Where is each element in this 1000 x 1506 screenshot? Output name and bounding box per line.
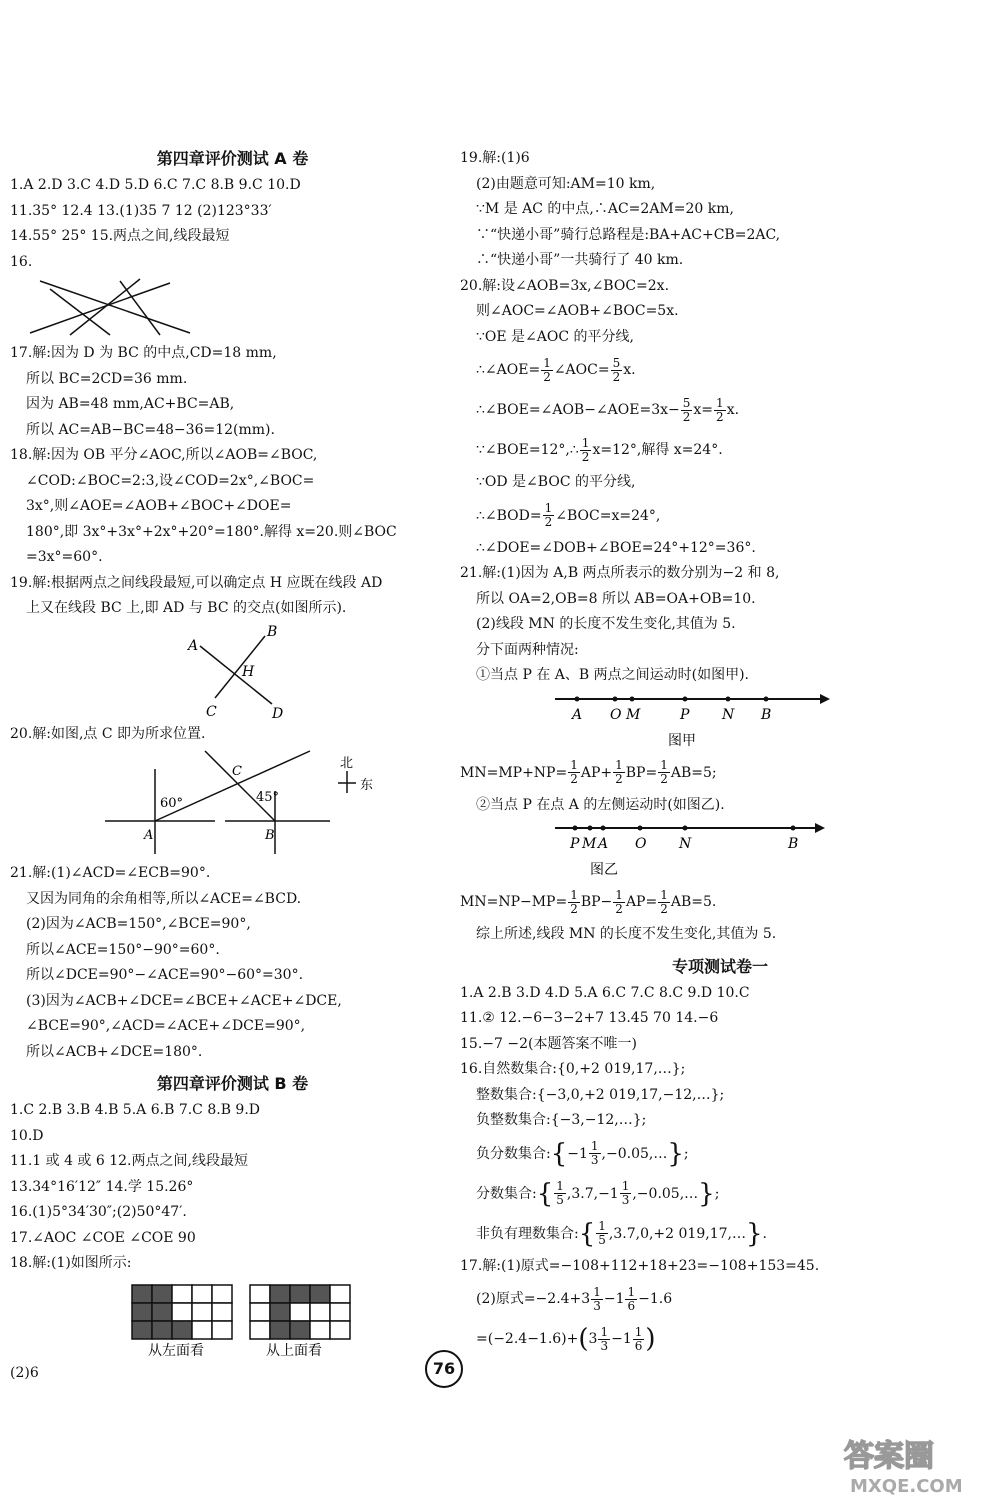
watermark-text: 答案圈 [844, 1439, 934, 1474]
text: 3 [588, 1331, 598, 1347]
fig18-views-diagram [10, 1279, 455, 1359]
fig20-direction-diagram [10, 749, 455, 859]
q21-right-line: 21.解:(1)因为 A,B 两点所表示的数分别为−2 和 8, [460, 565, 780, 581]
numerator: 1 [600, 1324, 609, 1339]
section-title-b: 第四章评价测试 B 卷 [156, 1074, 309, 1093]
text: 非负有理数集合: [476, 1225, 579, 1242]
denominator: 2 [615, 772, 623, 786]
numerator: 1 [627, 1284, 636, 1299]
fraction [633, 1326, 645, 1353]
right-brace-icon: } [698, 1178, 715, 1209]
fraction [591, 1286, 603, 1313]
fig19-label-d: D [272, 705, 284, 720]
fig20-label-a: A [144, 828, 154, 843]
section-title-special: 专项测试卷一 [671, 956, 768, 976]
denominator: 2 [544, 515, 553, 529]
q20-right-line-solve [460, 430, 980, 470]
fig-jia-number-line [460, 691, 980, 751]
q21-equation-2 [460, 882, 980, 922]
numerator: 1 [634, 1324, 643, 1339]
q18-line: 180°,即 3x°+3x°+2x°+20°=180°.解得 x=20.则∠BOC [26, 523, 397, 540]
arrow-right-icon [820, 694, 830, 704]
answers-s-17a: 17.解:(1)原式=−108+112+18+23=−108+153=45. [460, 1257, 820, 1274]
answers-a-1-10: 1.A 2.D 3.C 4.D 5.D 6.C 7.C 8.B 9.C 10.D [10, 177, 301, 193]
fig-yi-number-line [460, 820, 980, 880]
q21-right-line: 所以 OA=2,OB=8 所以 AB=OA+OB=10. [476, 590, 756, 607]
fraction [568, 889, 580, 916]
answers-s-15: 15.−7 −2(本题答案不唯一) [460, 1035, 637, 1052]
point-label: B [788, 836, 799, 852]
numerator: 1 [621, 1179, 630, 1193]
fig-yi-caption: 图乙 [590, 862, 618, 878]
text: 负分数集合: [476, 1145, 551, 1162]
text: AP+ [580, 764, 613, 781]
q21-line: 所以∠ACB+∠DCE=180°. [26, 1043, 203, 1060]
fraction [620, 1180, 632, 1207]
q21-line: 21.解:(1)∠ACD=∠ECB=90°. [10, 865, 211, 881]
point-label: M [582, 836, 597, 852]
q20-right-line: ∴∠DOE=∠DOB+∠BOE=24°+12°=36°. [476, 539, 756, 556]
left-paren-icon: ( [578, 1324, 589, 1354]
numerator: 1 [544, 501, 553, 515]
denominator: 2 [615, 901, 623, 916]
denominator: 2 [716, 409, 724, 424]
text: −1.6 [638, 1291, 673, 1307]
denominator: 5 [556, 1193, 564, 1207]
fig19-label-h: H [242, 663, 255, 680]
text: ∠BOC=x=24°, [555, 507, 661, 524]
fraction [541, 357, 553, 384]
text: ∠AOC= [553, 362, 610, 378]
q19-right-solution [460, 146, 980, 274]
text: MN=NP−MP= [460, 894, 568, 910]
denominator: 2 [570, 772, 578, 786]
right-paren-icon: ) [645, 1324, 656, 1354]
answers-s-17c [460, 1319, 980, 1359]
text: ∵∠BOE=12°,∴ [476, 442, 579, 458]
text: 分数集合: [476, 1185, 537, 1202]
fraction [714, 397, 726, 424]
answers-s-16b: 整数集合:{−3,0,+2 019,17,−12,…}; [476, 1086, 725, 1103]
q18-line: 18.解:因为 OB 平分∠AOC,所以∠AOB=∠BOC, [10, 447, 318, 463]
numerator: 1 [615, 887, 623, 902]
answers-b-1-9: 1.C 2.B 3.B 4.B 5.A 6.B 7.C 8.B 9.D [10, 1102, 261, 1118]
q17-solution [10, 341, 455, 443]
compass-east-label: 东 [360, 778, 374, 793]
numerator: 1 [716, 395, 724, 410]
fraction [611, 357, 623, 384]
denominator: 2 [612, 369, 621, 384]
denominator: 2 [570, 901, 578, 916]
q17-line: 因为 AB=48 mm,AC+BC=AB, [26, 396, 235, 412]
text: ; [714, 1185, 720, 1202]
text: x. [726, 402, 740, 418]
q19-right-line: ∵“快递小哥”骑行总路程是:BA+AC+CB=2AC, [476, 226, 781, 243]
q17-line: 所以 BC=2CD=36 mm. [26, 370, 188, 387]
q20-right-line: ∵OE 是∠AOC 的平分线, [476, 328, 634, 345]
q20-right-line: 则∠AOC=∠AOB+∠BOC=5x. [476, 303, 679, 319]
q18-line: 3x°,则∠AOE=∠AOB+∠BOC+∠DOE= [26, 498, 292, 514]
numerator: 5 [682, 395, 691, 410]
numerator: 1 [660, 887, 668, 902]
q19-right-line: ∴“快递小哥”一共骑行了 40 km. [476, 252, 684, 268]
q18-line: ∠COD:∠BOC=2:3,设∠COD=2x°,∠BOC= [26, 472, 315, 489]
denominator: 6 [634, 1338, 643, 1353]
watermark-url: MXQE.COM [850, 1476, 963, 1497]
denominator: 6 [627, 1298, 636, 1313]
q18-solution [10, 443, 455, 571]
q21-right-solution [460, 561, 980, 689]
text: AB=5; [670, 764, 717, 781]
numerator: 1 [570, 887, 578, 902]
denominator: 3 [600, 1338, 609, 1353]
numerator: 1 [615, 758, 623, 772]
point-label: M [626, 706, 641, 723]
point-label: B [761, 706, 772, 723]
left-view-grid [132, 1285, 232, 1339]
point-label: A [598, 836, 609, 852]
text: ,−0.05,… [632, 1185, 699, 1202]
answers-b-16: 16.(1)5°34′30″;(2)50°47′. [10, 1204, 187, 1220]
top-view-caption: 从上面看 [266, 1342, 322, 1359]
right-column [460, 140, 980, 1359]
numerator: 1 [660, 758, 668, 772]
q21-case2: ②当点 P 在点 A 的左侧运动时(如图乙). [476, 796, 725, 813]
section-title-a: 第四章评价测试 A 卷 [156, 149, 309, 168]
left-view-caption: 从左面看 [148, 1342, 204, 1359]
fig19-label-b: B [267, 623, 278, 640]
numerator: 1 [581, 435, 590, 450]
text: ∴∠AOE= [476, 362, 541, 378]
fig19-intersection-diagram [10, 624, 455, 720]
numerator: 5 [612, 355, 621, 370]
text: x= [693, 402, 714, 418]
answers-b-13-15: 13.34°16′12″ 14.学 15.26° [10, 1178, 194, 1195]
fig19-label-c: C [206, 703, 217, 720]
q20-right-line-boe [460, 390, 980, 430]
text: AP= [625, 894, 658, 910]
compass-north-label: 北 [340, 756, 354, 771]
text: ∴∠BOD= [476, 507, 542, 524]
text: ,3.7,0,+2 019,17,… [608, 1225, 746, 1242]
numerator: 1 [543, 355, 551, 370]
fraction [589, 1140, 601, 1167]
q20-right-line: 20.解:设∠AOB=3x,∠BOC=2x. [460, 277, 670, 294]
right-brace-icon: } [745, 1218, 763, 1249]
q21-solution [10, 861, 455, 1065]
q21-line: 所以∠ACE=150°−90°=60°. [26, 941, 220, 958]
q19-line: 19.解:根据两点之间线段最短,可以确定点 H 应既在线段 AD [10, 574, 383, 591]
denominator: 2 [543, 369, 551, 384]
text: MN=MP+NP= [460, 764, 568, 781]
fraction [543, 502, 555, 529]
q21-right-line: (2)线段 MN 的长度不发生变化,其值为 5. [476, 616, 736, 632]
answers-s-17b [460, 1279, 980, 1319]
denominator: 2 [660, 772, 668, 786]
left-brace-icon: { [536, 1178, 554, 1209]
text: −1 [567, 1145, 588, 1162]
text: =(−2.4−1.6)+ [476, 1331, 579, 1347]
answers-s-16c: 负整数集合:{−3,−12,…}; [476, 1112, 647, 1128]
point-label: A [572, 706, 583, 723]
denominator: 3 [590, 1153, 599, 1167]
numerator: 1 [598, 1219, 606, 1233]
q20-right-line: ∵OD 是∠BOC 的平分线, [476, 474, 636, 490]
denominator: 2 [682, 409, 691, 424]
fraction [625, 1286, 637, 1313]
answers-s-16a: 16.自然数集合:{0,+2 019,17,…}; [460, 1061, 686, 1077]
fraction [596, 1220, 608, 1247]
fig20-angle-60: 60° [160, 796, 184, 811]
q21-line: (3)因为∠ACB+∠DCE=∠BCE+∠ACE+∠DCE, [26, 992, 342, 1009]
text: −1 [611, 1331, 632, 1347]
answers-b-11-12: 11.1 或 4 或 6 12.两点之间,线段最短 [10, 1153, 248, 1169]
fraction [658, 889, 670, 916]
fig20-label-b: B [265, 828, 275, 843]
answers-b-10: 10.D [10, 1127, 44, 1144]
fig16-lines-diagram [10, 277, 210, 339]
fraction [613, 889, 625, 916]
text: BP− [580, 894, 613, 910]
fig20-label-c: C [232, 764, 242, 779]
q19-right-line: ∵M 是 AC 的中点,∴AC=2AM=20 km, [476, 201, 734, 217]
numerator: 1 [570, 758, 578, 772]
numerator: 1 [590, 1139, 599, 1153]
fraction [598, 1326, 610, 1353]
q18-line: =3x°=60°. [26, 549, 103, 565]
point-label: O [610, 706, 622, 723]
point-label: O [635, 836, 647, 852]
q17-line: 17.解:因为 D 为 BC 的中点,CD=18 mm, [10, 345, 277, 361]
q19-solution [10, 571, 455, 622]
q21-equation-1 [460, 753, 980, 793]
fraction [580, 437, 592, 464]
q16-label: 16. [10, 253, 33, 270]
left-brace-icon: { [578, 1218, 596, 1249]
top-view-grid [250, 1285, 350, 1339]
point-label: N [679, 836, 692, 852]
text: −1 [603, 1291, 625, 1307]
page-number: 76 [425, 1350, 463, 1388]
answers-s-16e [460, 1174, 980, 1214]
point-label: N [722, 706, 735, 723]
left-column [10, 140, 455, 1386]
answers-b-18-part2: (2)6 [10, 1364, 39, 1381]
denominator: 2 [660, 901, 668, 916]
q21-right-line: ①当点 P 在 A、B 两点之间运动时(如图甲). [476, 667, 749, 683]
q21-line: 又因为同角的余角相等,所以∠ACE=∠BCD. [26, 890, 302, 907]
text: x=12°,解得 x=24°. [592, 442, 723, 458]
q19-right-line: (2)由题意可知:AM=10 km, [476, 175, 656, 192]
denominator: 3 [593, 1298, 601, 1313]
q19-right-line: 19.解:(1)6 [460, 150, 530, 166]
left-brace-icon: { [550, 1138, 568, 1169]
q19-line: 上又在线段 BC 上,即 AD 与 BC 的交点(如图所示). [26, 600, 347, 616]
text: BP= [625, 764, 658, 781]
text: . [762, 1225, 767, 1242]
denominator: 2 [581, 449, 590, 464]
watermark-logo [840, 1430, 990, 1500]
answers-a-14-15: 14.55° 25° 15.两点之间,线段最短 [10, 228, 230, 244]
answers-b-18: 18.解:(1)如图所示: [10, 1255, 132, 1271]
numerator: 1 [593, 1284, 601, 1299]
point-label: P [570, 836, 580, 852]
answers-a-11-13: 11.35° 12.4 13.(1)35 7 12 (2)123°33′ [10, 202, 272, 219]
answers-s-1-10: 1.A 2.B 3.D 4.D 5.A 6.C 7.C 8.C 9.D 10.C [460, 984, 750, 1001]
text: ,−0.05,… [601, 1145, 668, 1162]
fig20-angle-45: 45° [256, 790, 280, 805]
fraction [554, 1180, 566, 1207]
q21-conclusion: 综上所述,线段 MN 的长度不发生变化,其值为 5. [476, 926, 777, 942]
answers-s-16f [460, 1214, 980, 1254]
fig-jia-caption: 图甲 [668, 732, 696, 749]
q21-line: 所以∠DCE=90°−∠ACE=90°−60°=30°. [26, 967, 304, 983]
numerator: 1 [556, 1179, 564, 1193]
fraction [613, 759, 625, 786]
text: x. [623, 362, 636, 378]
q20-solution: 20.解:如图,点 C 即为所求位置. [10, 725, 206, 742]
fraction [568, 759, 580, 786]
text: AB=5. [670, 894, 717, 910]
point-label: P [680, 706, 690, 723]
answers-b-17: 17.∠AOC ∠COE ∠COE 90 [10, 1229, 196, 1246]
text: ∴∠BOE=∠AOB−∠AOE=3x− [476, 402, 680, 418]
q20-right-line-bod [460, 496, 980, 536]
q21-right-line: 分下面两种情况: [476, 641, 579, 658]
q21-line: ∠BCE=90°,∠ACD=∠ACE+∠DCE=90°, [26, 1018, 306, 1034]
q20-right-solution [460, 274, 980, 562]
text: (2)原式=−2.4+3 [476, 1291, 591, 1307]
q21-line: (2)因为∠ACB=150°,∠BCE=90°, [26, 916, 251, 932]
answers-s-11-14: 11.② 12.−6−3−2+7 13.45 70 14.−6 [460, 1010, 719, 1026]
denominator: 3 [621, 1193, 630, 1207]
fraction [658, 759, 670, 786]
text: ,3.7,−1 [566, 1185, 619, 1202]
q20-right-line-aoe [460, 350, 980, 390]
q17-line: 所以 AC=AB−BC=48−36=12(mm). [26, 421, 275, 438]
right-brace-icon: } [667, 1138, 684, 1169]
fig19-label-a: A [188, 637, 199, 654]
text: ; [683, 1145, 689, 1162]
arrow-right-icon [815, 823, 825, 833]
fraction [681, 397, 693, 424]
answers-s-16d [460, 1134, 980, 1174]
denominator: 5 [598, 1233, 606, 1247]
